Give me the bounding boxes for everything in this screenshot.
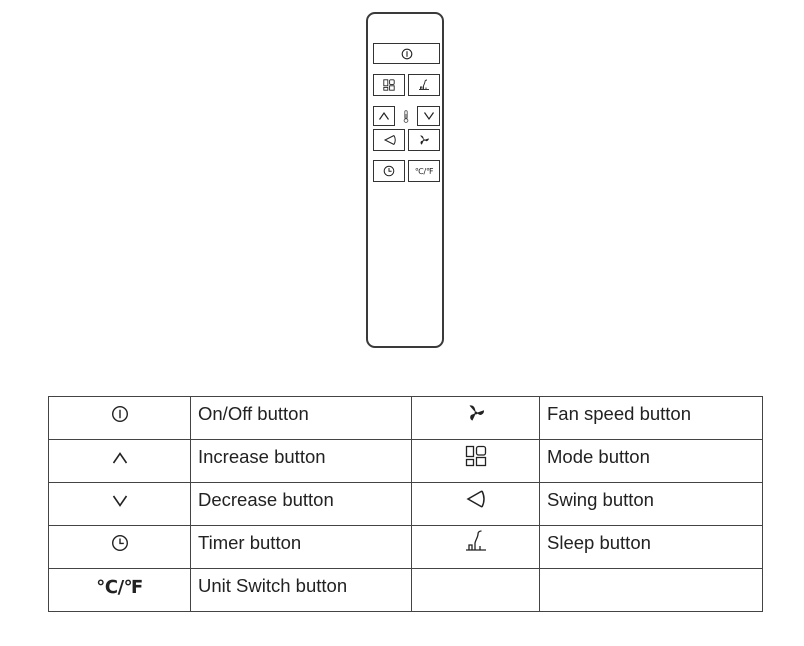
legend-label: Increase button (198, 446, 326, 467)
legend-icon-cell (49, 526, 191, 569)
legend-icon-cell (49, 569, 191, 612)
remote-increase-button[interactable] (373, 106, 395, 126)
legend-label: Fan speed button (547, 403, 691, 424)
power-icon (111, 405, 129, 423)
table-row (49, 569, 763, 612)
legend-icon-cell (49, 440, 191, 483)
swing-icon (383, 134, 396, 146)
mode-icon (383, 79, 395, 91)
legend-label: Decrease button (198, 489, 334, 510)
table-row (49, 483, 763, 526)
table-row (49, 397, 763, 440)
power-icon (401, 48, 413, 60)
legend-label: Sleep button (547, 532, 651, 553)
chevron-up-icon (378, 111, 390, 121)
remote-sleep-button[interactable] (408, 74, 440, 96)
legend-label-cell (540, 440, 763, 483)
legend-icon-cell (412, 440, 540, 483)
remote-mode-button[interactable] (373, 74, 405, 96)
legend-label-cell (540, 526, 763, 569)
legend-label-cell (191, 397, 412, 440)
legend-label-cell (191, 526, 412, 569)
legend-label: Timer button (198, 532, 302, 553)
chevron-up-icon (111, 451, 129, 465)
table-row (49, 526, 763, 569)
button-legend-table (48, 396, 763, 612)
legend-label: Swing button (547, 489, 654, 510)
remote-fan-speed-button[interactable] (408, 129, 440, 151)
legend-label: Mode button (547, 446, 650, 467)
legend-label (540, 569, 762, 575)
sleep-icon (464, 529, 488, 553)
legend-icon-cell (49, 397, 191, 440)
fan-icon (418, 134, 430, 146)
legend-icon-cell (412, 397, 540, 440)
remote-swing-button[interactable] (373, 129, 405, 151)
chevron-down-icon (423, 111, 435, 121)
mode-icon (465, 445, 487, 467)
remote-control (366, 12, 444, 348)
unit-switch-label: ℃/℉ (414, 166, 434, 176)
fan-speed-icon (466, 403, 486, 423)
legend-icon-cell (49, 483, 191, 526)
legend-icon-cell (412, 483, 540, 526)
legend-label: Unit Switch button (198, 575, 348, 596)
remote-decrease-button[interactable] (417, 106, 440, 126)
legend-icon-cell (412, 526, 540, 569)
swing-icon (465, 489, 487, 509)
table-row (49, 440, 763, 483)
thermometer-icon (397, 106, 415, 126)
remote-timer-button[interactable] (373, 160, 405, 182)
remote-power-button[interactable] (373, 43, 440, 64)
legend-empty-cell (540, 569, 763, 612)
legend-label-cell (191, 569, 412, 612)
chevron-down-icon (111, 494, 129, 508)
unit-switch-icon: ℃/℉ (96, 576, 143, 598)
legend-label: On/Off button (198, 403, 309, 424)
legend-empty-cell (412, 569, 540, 612)
legend-label-cell (540, 483, 763, 526)
sleep-icon (418, 79, 430, 91)
legend-label-cell (191, 483, 412, 526)
legend-label-cell (191, 440, 412, 483)
clock-icon (383, 165, 395, 177)
remote-unit-switch-button[interactable] (408, 160, 440, 182)
clock-icon (111, 534, 129, 552)
legend-label-cell (540, 397, 763, 440)
